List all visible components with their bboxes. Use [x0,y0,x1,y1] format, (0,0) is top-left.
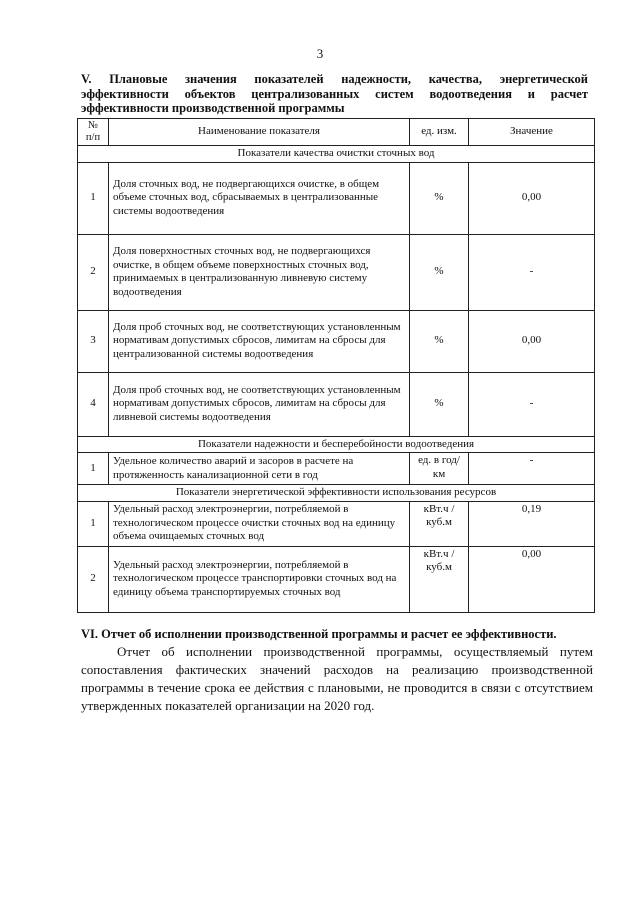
table-row [78,162,595,234]
cell-num: 1 [78,501,109,546]
section5-heading [81,72,588,116]
group-title: Показатели надежности и бесперебойности водоотведения [78,436,595,453]
cell-num: 2 [78,234,109,310]
group-title: Показатели качества очистки сточных вод [78,146,595,163]
cell-unit: % [410,162,469,234]
cell-value: 0,00 [469,310,595,372]
cell-num: 2 [78,546,109,612]
group-row [78,436,595,453]
cell-value: - [469,372,595,436]
cell-unit: % [410,310,469,372]
cell-value: 0,00 [469,546,595,612]
cell-name: Доля проб сточных вод, не соответствующих установленным нормативам допустимых сбросов, лимитам на сбросы для централизованной системы водоотведения [109,310,410,372]
cell-value: 0,19 [469,501,595,546]
indicators-table [77,118,595,613]
cell-value: - [469,453,595,485]
cell-value: 0,00 [469,162,595,234]
cell-num: 3 [78,310,109,372]
table-row [78,501,595,546]
table-row [78,310,595,372]
cell-name: Удельный расход электроэнергии, потребляемой в технологическом процессе очистки сточных вод на единицу объема очищаемых сточных вод [109,501,410,546]
cell-name: Доля проб сточных вод, не соответствующих установленным нормативам допустимых сбросов, лимитам на сбросы для ливневой системы водоотведения [109,372,410,436]
cell-unit: % [410,234,469,310]
table-body [78,146,595,613]
section6-heading: VI. Отчет об исполнении производственной программы и расчет ее эффективности. [81,627,557,641]
cell-num: 1 [78,162,109,234]
cell-unit: % [410,372,469,436]
header-value: Значение [469,119,595,146]
section5-heading-line: V. Плановые значения показателей надежности, качества, энергетической [81,72,588,86]
group-row [78,146,595,163]
header-num: № п/п [78,119,109,146]
cell-unit: кВт.ч / куб.м [410,546,469,612]
table-row [78,546,595,612]
cell-name: Доля сточных вод, не подвергающихся очистке, в общем объеме сточных вод, сбрасываемых в централизованные системы водоотведения [109,162,410,234]
cell-num: 4 [78,372,109,436]
header-name: Наименование показателя [109,119,410,146]
table-header-row [78,119,595,146]
group-row [78,485,595,502]
section5-heading-line: эффективности производственной программы [81,101,345,115]
table-row [78,372,595,436]
group-title: Показатели энергетической эффективности использования ресурсов [78,485,595,502]
cell-num: 1 [78,453,109,485]
cell-unit: ед. в год/ км [410,453,469,485]
page-number: 3 [316,46,324,61]
cell-value: - [469,234,595,310]
table-row [78,234,595,310]
section5-heading-line: эффективности объектов централизованных систем водоотведения и расчет [81,86,588,101]
cell-name: Доля поверхностных сточных вод, не подвергающихся очистке, в общем объеме поверхностных сточных вод, принимаемых в централизованную ливневую систему водоотведения [109,234,410,310]
cell-name: Удельное количество аварий и засоров в расчете на протяженность канализационной сети в год [109,453,410,485]
section6-paragraph: Отчет об исполнении производственной программы, осуществляемый путем сопоставления фактических значений расходов на реализацию производственной программы в течение срока ее действия с плановыми, не проводится в связи с отсутствием утвержденных показателей организации на 2020 год. [81,644,593,713]
cell-name: Удельный расход электроэнергии, потребляемой в технологическом процессе транспортировки сточных вод на единицу объема транспортируемых сточных вод [109,546,410,612]
table-row [78,453,595,485]
header-unit: ед. изм. [410,119,469,146]
cell-unit: кВт.ч / куб.м [410,501,469,546]
